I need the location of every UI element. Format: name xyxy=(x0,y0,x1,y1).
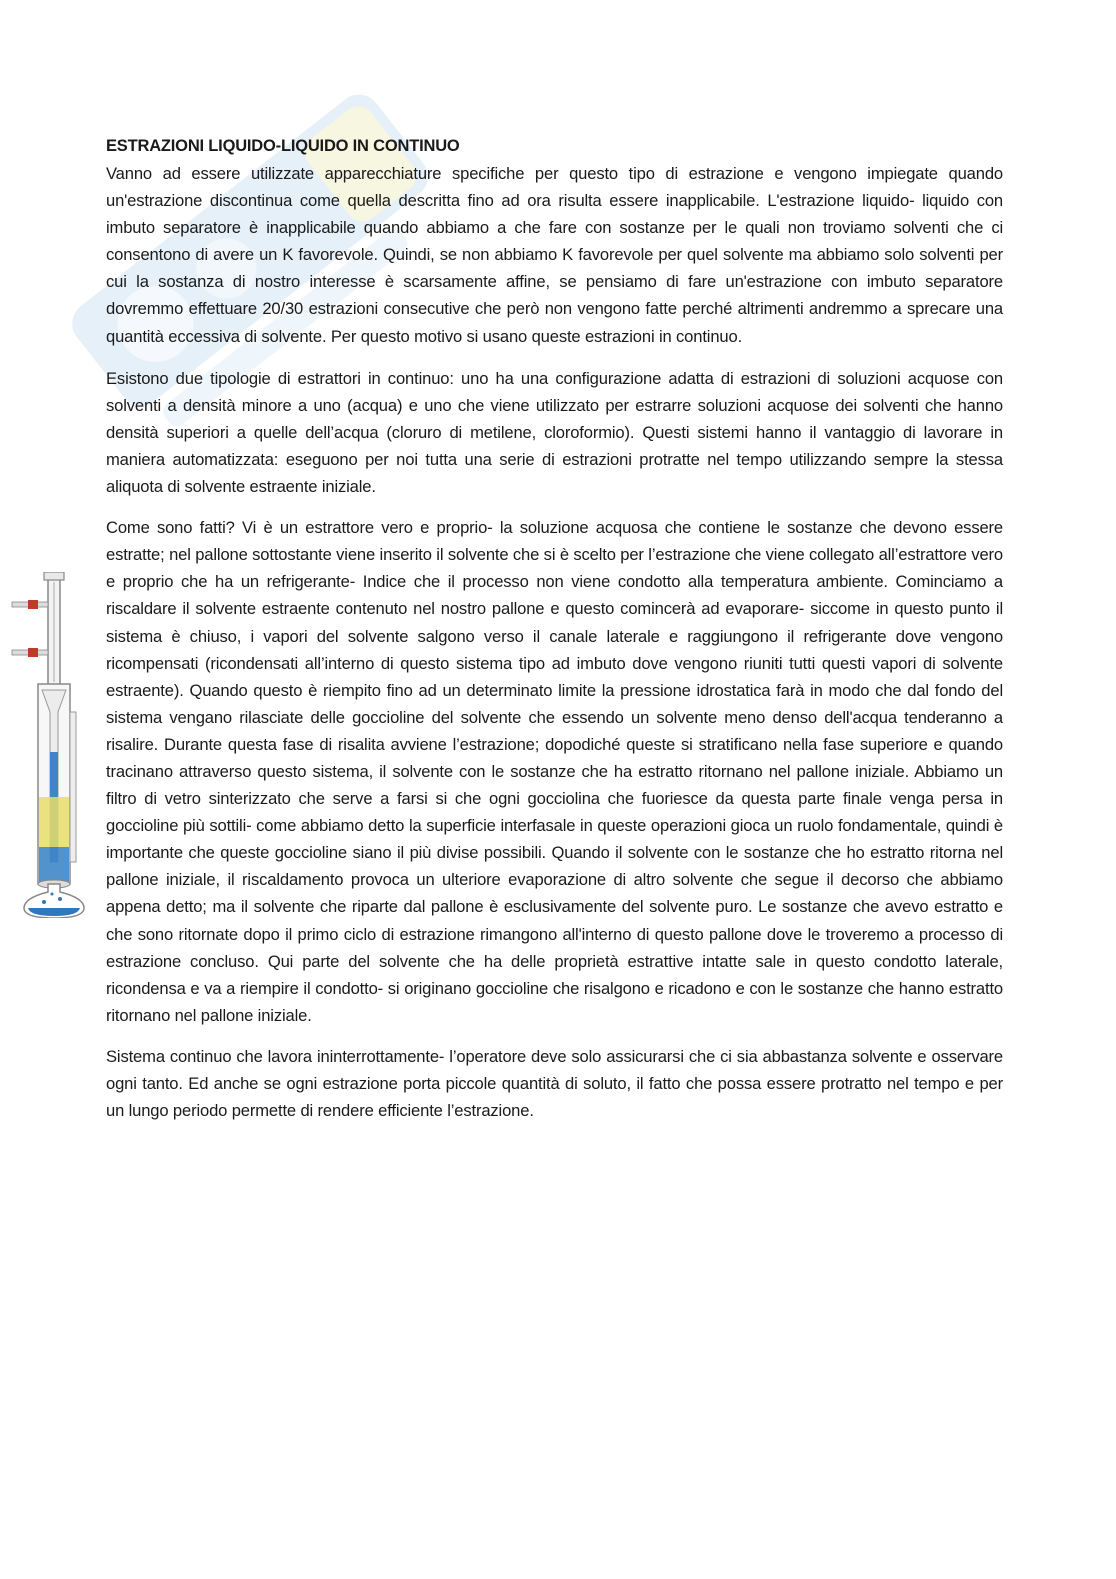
section-title: ESTRAZIONI LIQUIDO-LIQUIDO IN CONTINUO xyxy=(106,137,460,155)
continuous-extractor-diagram xyxy=(8,572,94,918)
document-body xyxy=(106,133,1003,1138)
paragraph: Come sono fatti? Vi è un estrattore vero e proprio- la soluzione acquosa che contiene le sostanze che devono essere estratte; nel pallone sottostante viene inserito il solvente che si è scelto per l’estrazione che viene collegato all’estrattore vero e proprio che ha un refrigerante- Indice che il processo non viene condotto alla temperatura ambiente. Cominciamo a riscaldare il solvente estraente contenuto nel nostro pallone e questo comincerà ad evaporare- siccome in questo punto il sistema è chiuso, i vapori del solvente salgono verso il canale laterale e raggiungono il refrigerante dove vengono ricompensati (ricondensati all’interno di questo sistema tipo ad imbuto dove vengono riuniti tutti questi vapori di solvente estraente). Quando questo è riempito fino ad un determinato limite la pressione idrostatica farà in modo che dal fondo del sistema vengano rilasciate delle goccioline del solvente che essendo un solvente meno denso dell'acqua tenderanno a risalire. Durante questa fase di risalita avviene l’estrazione; dopodiché queste si stratificano nella fase superiore e quando tracinano attraverso questo sistema, il solvente con le sostanze che ha estratto ritornano nel pallone iniziale. Abbiamo un filtro di vetro sinterizzato che serve a farsi si che ogni gocciolina che fuoriesce da questa parte finale venga persa in goccioline più sottili- come abbiamo detto la superficie interfasale in queste operazioni gioca un ruolo fondamentale, quindi è importante che queste goccioline siano il più divise possibili. Quando il solvente con le sostanze che ho estratto ritorna nel pallone iniziale, il riscaldamento provoca un ulteriore evaporazione di altro solvente che segue il decorso che abbiamo appena detto; ma il solvente che riparte dal pallone è esclusivamente del solvente puro. Le sostanze che avevo estratto e che sono ritornate dopo il primo ciclo di estrazione rimangono all'interno di questo pallone dove le troveremo a processo di estrazione concluso. Qui parte del solvente che ha delle proprietà estrattive intatte sale in questo condotto laterale, ricondensa e va a riempire il condotto- si originano goccioline che risalgono e ricadono e con le sostanze che hanno estratto ritornano nel pallone iniziale. xyxy=(106,518,1003,1025)
paragraph: Sistema continuo che lavora ininterrottamente- l’operatore deve solo assicurarsi che ci sia abbastanza solvente e osservare ogni tanto. Ed anche se ogni estrazione porta piccole quantità di soluto, il fatto che possa essere protratto nel tempo e per un lungo periodo permette di rendere efficiente l’estrazione. xyxy=(106,1046,1003,1121)
paragraph: Esistono due tipologie di estrattori in continuo: uno ha una configurazione adatta di estrazioni di soluzioni acquose con solventi a densità minore a uno (acqua) e uno che viene utilizzato per estrarre soluzioni acquose dei solventi che hanno densità superiori a quelle dell’acqua (cloruro di metilene, cloroformio). Questi sistemi hanno il vantaggio di lavorare in maniera automatizzata: eseguono per noi tutta una serie di estrazioni protratte nel tempo utilizzando sempre la stessa aliquota di solvente estraente iniziale. xyxy=(106,368,1003,497)
paragraph: Vanno ad essere utilizzate apparecchiature specifiche per questo tipo di estrazione e vengono impiegate quando un'estrazione discontinua come quella descritta fino ad ora risulta essere inapplicabile. L'estrazione liquido- liquido con imbuto separatore è inapplicabile quando abbiamo a che fare con sostanze per le quali non troviamo solventi che ci consentono di avere un K favorevole. Quindi, se non abbiamo K favorevole per quel solvente ma abbiamo solo solventi per cui la sostanza di nostro interesse è scarsamente affine, se pensiamo di fare un'estrazione con imbuto separatore dovremmo effettuare 20/30 estrazioni consecutive che però non vengono fatte perché altrimenti andremmo a sprecare una quantità eccessiva di solvente. Per questo motivo si usano queste estrazioni in continuo. xyxy=(106,164,1003,346)
